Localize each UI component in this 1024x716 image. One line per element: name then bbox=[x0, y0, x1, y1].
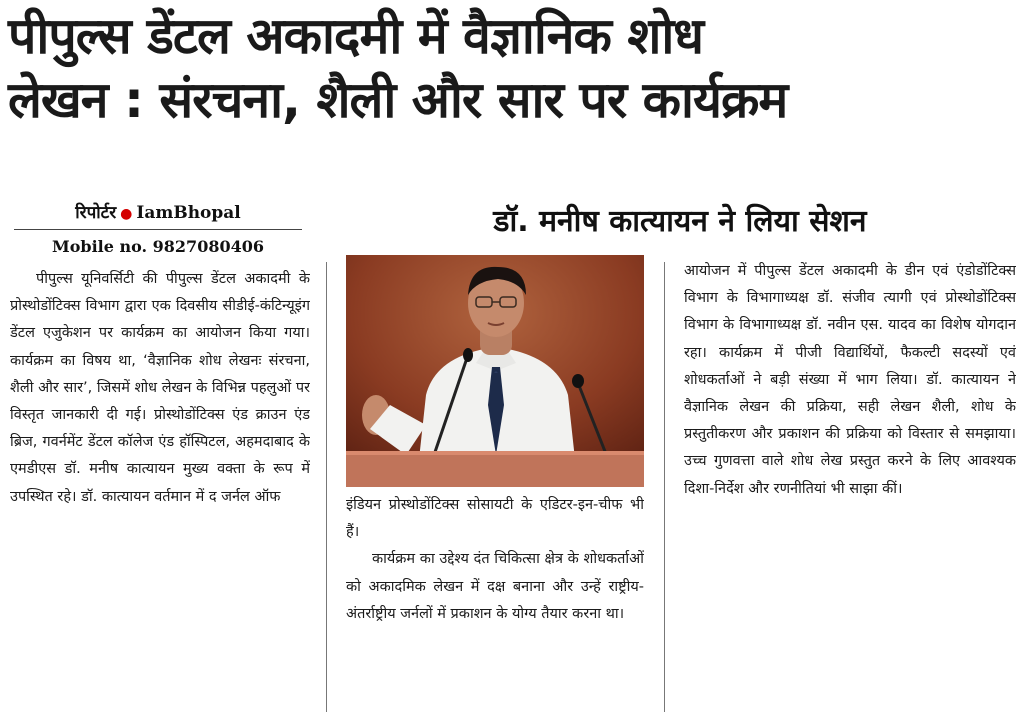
paragraph: आयोजन में पीपुल्स डेंटल अकादमी के डीन एवं एंडोडोंटिक्स विभाग के विभागाध्यक्ष डॉ. संजीव त्यागी एवं प्रोस्थोडोंटिक्स विभाग के विभागाध्यक्ष डॉ. नवीन एस. यादव का विशेष योगदान रहा। कार्यक्रम में पीजी विद्यार्थियों, फैकल्टी सदस्यों एवं शोधकर्ताओं ने बड़ी संख्या में भाग लिया। डॉ. कात्यायन ने वैज्ञानिक लेखन की प्रक्रिया, सही लेखन शैली, शोध के प्रस्तुतीकरण और प्रकाशन की प्रक्रिया को विस्तार से समझाया। उच्च गुणवत्ता वाले शोध लेख प्रस्तुत करने के लिए आवश्यक दिशा-निर्देश और रणनीतियां भी साझा कीं। bbox=[684, 263, 1016, 497]
article-column-2 bbox=[346, 492, 644, 714]
paragraph: कार्यक्रम का उद्देश्य दंत चिकित्सा क्षेत्र के शोधकर्ताओं को अकादमिक लेखन में दक्ष बनाना और उन्हें राष्ट्रीय-अंतर्राष्ट्रीय जर्नलों में प्रकाशन के योग्य तैयार करना था। bbox=[346, 551, 644, 622]
reporter-label: रिपोर्टर bbox=[75, 203, 117, 223]
paragraph: इंडियन प्रोस्थोडोंटिक्स सोसायटी के एडिटर-इन-चीफ भी हैं। bbox=[346, 497, 644, 541]
reporter-line bbox=[8, 200, 308, 227]
subheadline: डॉ. मनीष कात्यायन ने लिया सेशन bbox=[493, 204, 867, 239]
column-divider-left bbox=[326, 262, 327, 712]
reporter-name: IamBhopal bbox=[136, 203, 241, 223]
article-photo bbox=[346, 255, 644, 487]
headline bbox=[8, 4, 1016, 132]
headline-line-2: लेखन : संरचना, शैली और सार पर कार्यक्रम bbox=[8, 71, 788, 129]
mobile-number: Mobile no. 9827080406 bbox=[52, 237, 264, 256]
headline-line-1: पीपुल्स डेंटल अकादमी में वैज्ञानिक शोध bbox=[8, 7, 704, 65]
byline-divider bbox=[14, 229, 302, 230]
column-divider-right bbox=[664, 262, 665, 712]
byline bbox=[8, 200, 308, 260]
paragraph: पीपुल्स यूनिवर्सिटी की पीपुल्स डेंटल अकादमी के प्रोस्थोडोंटिक्स विभाग द्वारा एक दिवसीय सीडीई-कंटिन्यूइंग डेंटल एजुकेशन पर कार्यक्रम का आयोजन किया गया। कार्यक्रम का विषय था, ‘वैज्ञानिक शोध लेखनः संरचना, शैली और सार’, जिसमें शोध लेखन के विभिन्न पहलुओं पर विस्तृत जानकारी दी गई। प्रोस्थोडोंटिक्स एंड क्राउन एंड ब्रिज, गवर्नमेंट डेंटल कॉलेज एंड हॉस्पिटल, अहमदाबाद के एमडीएस डॉ. मनीष कात्यायन मुख्य वक्ता के रूप में उपस्थित रहे। डॉ. कात्यायन वर्तमान में द जर्नल ऑफ bbox=[10, 271, 310, 505]
article-column-1 bbox=[10, 266, 310, 714]
red-dot-icon: ● bbox=[120, 206, 133, 222]
article-column-3 bbox=[684, 258, 1016, 714]
speaker-illustration bbox=[346, 255, 644, 487]
